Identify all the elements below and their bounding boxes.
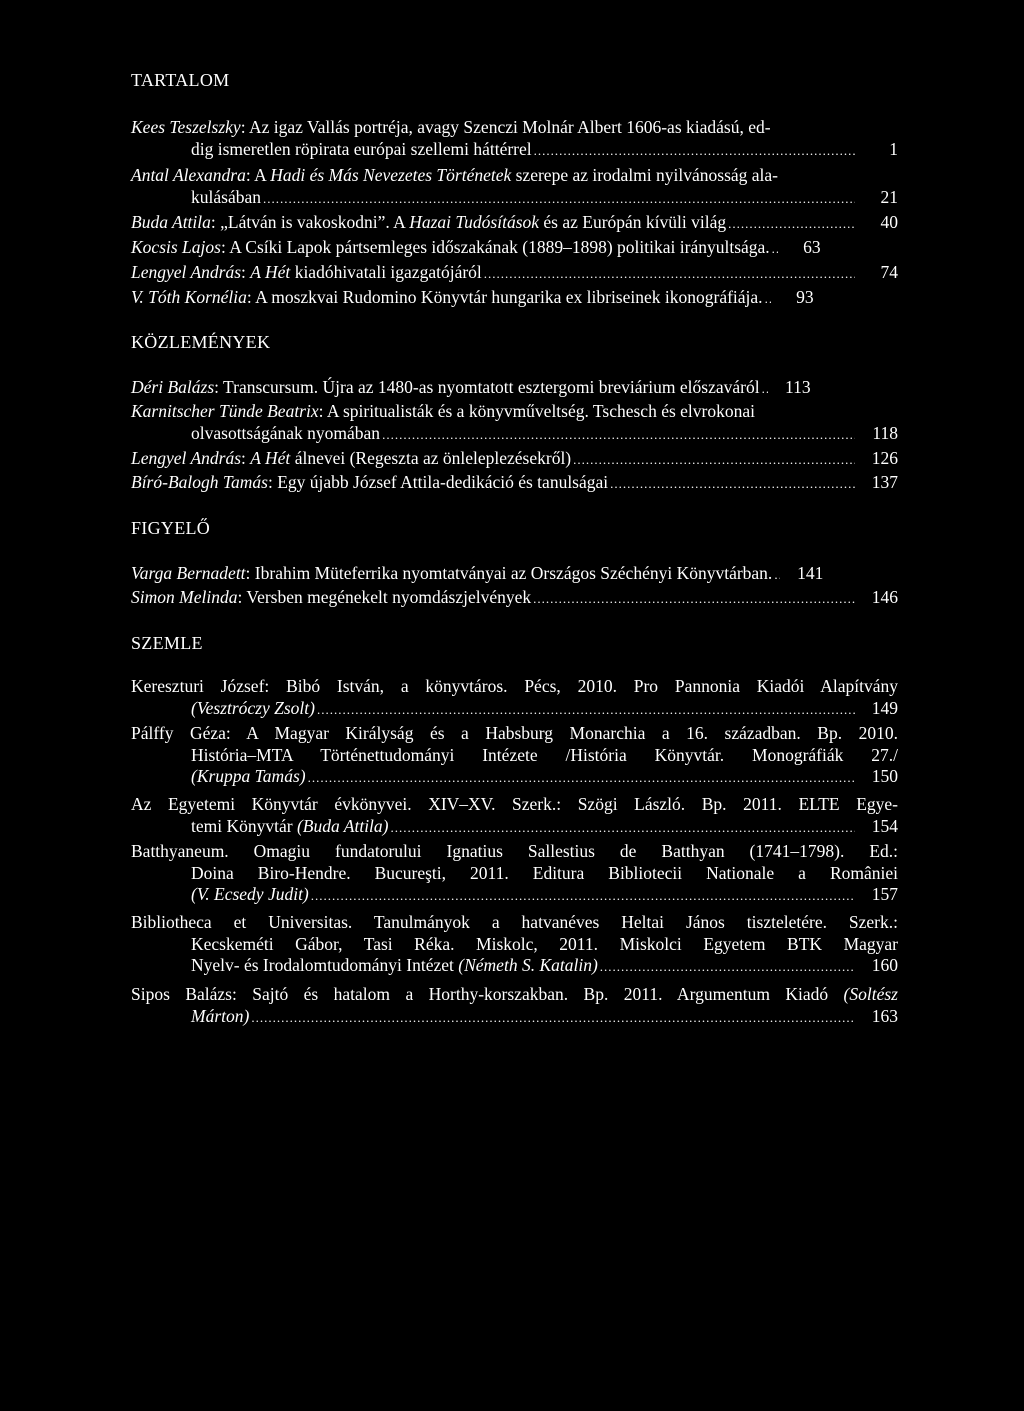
entry-line — [131, 766, 898, 788]
section-heading-tartalom: TARTALOM — [131, 70, 230, 90]
entry-line — [131, 955, 898, 977]
entry-title-cont: Nyelv- és Irodalomtudományi Intézet — [191, 955, 459, 975]
entry-line — [131, 698, 898, 720]
dot-leader — [251, 1007, 855, 1029]
entry-line: Bibliotheca et Universitas. Tanulmányok a hatvanéves Heltai János tiszteletére. Szerk.: — [131, 912, 898, 932]
page-number: 154 — [871, 815, 898, 836]
entry-line — [131, 984, 898, 1006]
entry-title-italic: A Hét — [250, 448, 291, 468]
entry-title-part: : A — [245, 165, 271, 185]
page-number: 74 — [880, 262, 898, 282]
page-number: 113 — [784, 377, 811, 397]
entry-line — [131, 1006, 898, 1028]
entry-line — [131, 563, 898, 585]
toc-entry — [131, 262, 898, 284]
toc-entry — [131, 563, 898, 585]
entry-line: Kecskeméti Gábor, Tasi Réka. Miskolc, 2011. Miskolci Egyetem BTK Magyar — [191, 933, 898, 954]
page-number: 21 — [880, 186, 898, 207]
entry-author: Kees Teszelszky — [131, 117, 241, 137]
review-entry — [131, 841, 898, 906]
dot-leader — [534, 140, 855, 162]
entry-line — [131, 212, 898, 234]
page-number: 137 — [871, 472, 898, 492]
review-entry — [131, 912, 898, 977]
entry-title-cont: temi Könyvtár — [191, 815, 297, 836]
entry-author: Karnitscher Tünde Beatrix — [131, 401, 319, 421]
page-number: 157 — [871, 884, 898, 904]
entry-line — [131, 472, 898, 494]
dot-leader — [610, 473, 855, 495]
entry-line — [131, 187, 898, 209]
page-number: 1 — [889, 138, 898, 159]
entry-title: : Egy újabb József Attila-dedikáció és tanulságai — [267, 472, 609, 492]
entry-title-cont: kulásában — [191, 186, 261, 207]
page-number: 150 — [871, 766, 898, 786]
entry-title-part: : — [241, 262, 251, 282]
entry-line — [131, 262, 898, 284]
toc-entry — [131, 448, 898, 470]
entry-reviewer-cont: Márton) — [191, 1005, 250, 1026]
page-number: 160 — [871, 955, 898, 975]
toc-entry — [131, 117, 898, 160]
entry-line — [131, 587, 898, 609]
toc-entry — [131, 472, 898, 494]
section-heading-szemle: SZEMLE — [131, 633, 203, 653]
entry-line — [131, 816, 898, 838]
entry-reviewer: (Vesztróczy Zsolt) — [191, 697, 315, 718]
toc-entry — [131, 212, 898, 234]
review-entry — [131, 794, 898, 837]
entry-title: : Ibrahim Müteferrika nyomtatványai az Országos Széchényi Könyvtárban. — [245, 563, 773, 583]
entry-title-cont: olvasottságának nyomában — [191, 422, 381, 443]
dot-leader — [382, 424, 855, 446]
section-heading-kozlemenyek: KÖZLEMÉNYEK — [131, 332, 271, 352]
entry-line — [131, 423, 898, 445]
entry-author: Déri Balázs — [131, 377, 215, 397]
dot-leader — [311, 885, 855, 907]
entry-author: Lengyel András — [131, 448, 242, 468]
entry-line — [131, 448, 898, 470]
entry-reviewer: (V. Ecsedy Judit) — [191, 884, 309, 904]
entry-author: Kocsis Lajos — [131, 237, 221, 257]
review-entry — [131, 723, 898, 788]
dot-leader — [484, 263, 855, 285]
page-number: 126 — [871, 448, 898, 468]
entry-line: Pálffy Géza: A Magyar Királyság és a Habsburg Monarchia a 16. században. Bp. 2010. — [131, 723, 898, 743]
entry-title-part: : — [241, 448, 251, 468]
toc-entry — [131, 165, 898, 208]
entry-line: História–MTA Történettudományi Intézete /História Könyvtár. Monográfiák 27./ — [191, 744, 898, 765]
entry-author: Simon Melinda — [131, 587, 238, 607]
entry-author: V. Tóth Kornélia — [131, 287, 247, 307]
entry-line: Batthyaneum. Omagiu fundatorului Ignatius Sallestius de Batthyan (1741–1798). Ed.: — [131, 841, 898, 861]
entry-title-cont: dig ismeretlen röpirata európai szellemi háttérrel — [191, 138, 532, 159]
toc-entry — [131, 401, 898, 444]
entry-title-part: : „Látván is vakoskodni”. A — [210, 212, 410, 232]
dot-leader — [762, 378, 768, 400]
entry-title: : Transcursum. Újra az 1480-as nyomtatott esztergomi breviárium előszaváról — [214, 377, 760, 397]
dot-leader — [533, 588, 855, 610]
dot-leader — [774, 564, 780, 586]
entry-line — [131, 377, 898, 399]
review-entry — [131, 676, 898, 719]
dot-leader — [317, 699, 855, 721]
page-number: 118 — [872, 422, 898, 443]
dot-leader — [728, 213, 855, 235]
entry-reviewer: (Kruppa Tamás) — [191, 766, 306, 786]
dot-leader — [391, 817, 856, 839]
dot-leader — [573, 449, 855, 471]
entry-title-italic: Hadi és Más Nevezetes Történetek — [270, 165, 512, 185]
page-number: 40 — [880, 212, 898, 232]
entry-line — [131, 117, 898, 139]
entry-author: Buda Attila — [131, 212, 211, 232]
entry-author: Antal Alexandra — [131, 165, 246, 185]
entry-reviewer: (Soltész — [843, 984, 898, 1004]
entry-title: és az Európán kívüli világ — [539, 212, 727, 232]
page-number: 93 — [796, 287, 814, 307]
dot-leader — [308, 767, 855, 789]
entry-author: Bíró-Balogh Tamás — [131, 472, 268, 492]
page-number: 163 — [871, 1005, 898, 1026]
entry-title: : A spiritualisták és a könyvműveltség. Tschesch és elvrokonai — [318, 401, 755, 421]
toc-entry — [131, 287, 898, 309]
entry-title: álnevei (Regeszta az önleleplezésekről) — [290, 448, 572, 468]
entry-line — [131, 165, 898, 187]
toc-entry — [131, 237, 898, 259]
entry-title: : A Csíki Lapok pártsemleges időszakának (1889–1898) politikai irányultsága. — [220, 237, 770, 257]
entry-title-italic: Hazai Tudósítások — [409, 212, 540, 232]
entry-title: szerepe az irodalmi nyilvánosság ala- — [511, 165, 779, 185]
entry-title: Sipos Balázs: Sajtó és hatalom a Horthy-korszakban. Bp. 2011. Argumentum Kiadó — [131, 984, 844, 1004]
entry-line: Az Egyetemi Könyvtár évkönyvei. XIV–XV. Szerk.: Szögi László. Bp. 2011. ELTE Egye- — [131, 794, 898, 814]
entry-title: kiadóhivatali igazgatójáról — [290, 262, 482, 282]
entry-title: : Az igaz Vallás portréja, avagy Szenczi Molnár Albert 1606-as kiadású, ed- — [240, 117, 771, 137]
page-number: 146 — [871, 587, 898, 607]
entry-title-italic: A Hét — [250, 262, 291, 282]
section-heading-figyelo: FIGYELŐ — [131, 518, 211, 538]
entry-line — [131, 884, 898, 906]
entry-reviewer: (Buda Attila) — [296, 815, 389, 836]
page-number: 63 — [803, 237, 821, 257]
page-number: 149 — [871, 697, 898, 718]
dot-leader — [263, 188, 855, 210]
entry-line: Doina Biro-Hendre. Bucureşti, 2011. Editura Bibliotecii Nationale a României — [191, 862, 898, 883]
dot-leader — [765, 288, 771, 310]
entry-line: Kereszturi József: Bibó István, a könyvtáros. Pécs, 2010. Pro Pannonia Kiadói Alapítvány — [131, 676, 898, 696]
toc-entry — [131, 377, 898, 399]
dot-leader — [600, 956, 855, 978]
entry-author: Varga Bernadett — [131, 563, 246, 583]
entry-reviewer: (Németh S. Katalin) — [458, 955, 598, 975]
entry-title: : A moszkvai Rudomino Könyvtár hungarika ex libriseinek ikonográfiája. — [246, 287, 763, 307]
page-number: 141 — [797, 563, 824, 583]
entry-title: : Versben megénekelt nyomdászjelvények — [237, 587, 532, 607]
entry-line — [131, 401, 898, 423]
entry-line — [131, 287, 898, 309]
review-entry — [131, 984, 898, 1027]
dot-leader — [772, 238, 778, 260]
entry-line — [131, 237, 898, 259]
entry-author: Lengyel András — [131, 262, 242, 282]
toc-entry — [131, 587, 898, 609]
entry-line — [131, 139, 898, 161]
